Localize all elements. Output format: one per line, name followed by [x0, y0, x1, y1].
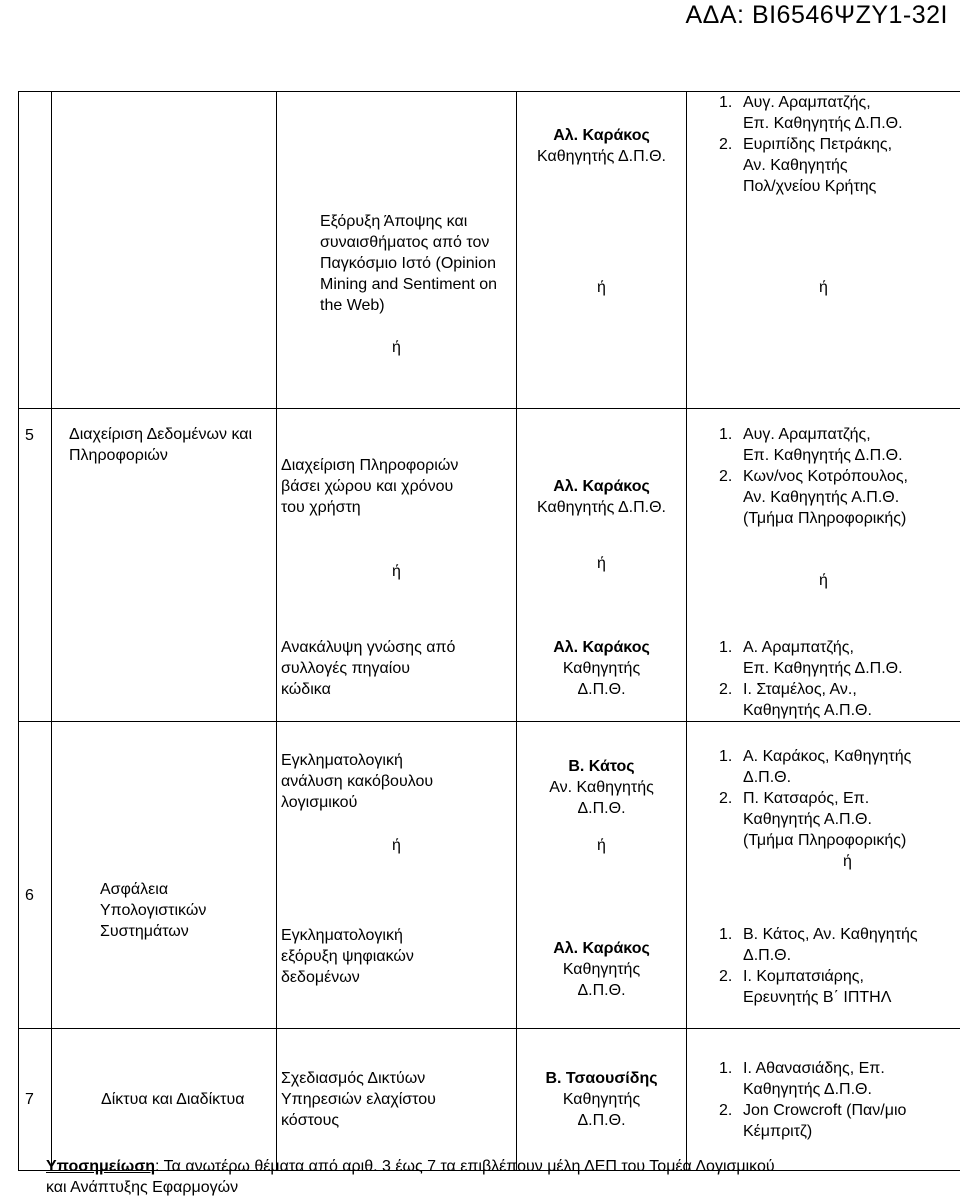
- committee-list: [719, 924, 918, 1008]
- supervisor-title: Καθηγητής Δ.Π.Θ.: [562, 961, 641, 999]
- supervisor-title: Καθηγητής Δ.Π.Θ.: [537, 148, 666, 165]
- list-item: 1. Α. Καράκος, Καθηγητής Δ.Π.Θ.: [719, 748, 912, 786]
- supervisor-name: Αλ. Καράκος: [553, 940, 650, 957]
- supervisor-name: Β. Κάτος: [568, 758, 635, 775]
- list-item: 1. Αυγ. Αραμπατζής, Επ. Καθηγητής Δ.Π.Θ.: [719, 94, 903, 132]
- alt-marker: ή: [843, 853, 852, 870]
- committee-list: [719, 424, 908, 529]
- table-row: [19, 409, 960, 722]
- alt-marker: ή: [597, 555, 606, 572]
- list-item: 2. Jon Crowcroft (Παν/μιο Κέμπριτζ): [719, 1101, 907, 1140]
- table-row: [19, 722, 960, 1029]
- row-number: 7: [25, 1091, 34, 1108]
- committee-list: [719, 637, 903, 721]
- row-number: 6: [25, 887, 34, 904]
- table-row: [19, 92, 960, 409]
- area-title: Ασφάλεια Υπολογιστικών Συστημάτων: [100, 881, 207, 940]
- topic-text: Διαχείριση Πληροφοριών βάσει χώρου και χρόνου του χρήστη: [281, 457, 459, 516]
- alt-marker: ή: [392, 837, 401, 854]
- topic-text: Εξόρυξη Άποψης και συναισθήματος από τον Παγκόσμιο Ιστό (Opinion Mining and Sentiment on the Web): [320, 213, 497, 314]
- supervisor-name: Αλ. Καράκος: [553, 478, 650, 495]
- topic-text: Εγκληματολογική ανάλυση κακόβουλου λογισμικού: [281, 752, 434, 811]
- list-item: 2. Π. Κατσαρός, Επ. Καθηγητής Α.Π.Θ. (Τμήμα Πληροφορικής): [719, 790, 907, 849]
- list-item: 2. Ευριπίδης Πετράκης, Αν. Καθηγητής Πολ/χνείου Κρήτης: [719, 136, 893, 195]
- footnote-label: Υποσημείωση: [46, 1158, 156, 1175]
- supervisor-name: Αλ. Καράκος: [553, 639, 650, 656]
- supervisor-title: Καθηγητής Δ.Π.Θ.: [537, 499, 666, 516]
- alt-marker: ή: [392, 563, 401, 580]
- list-item: 2. Ι. Σταμέλος, Αν., Καθηγητής Α.Π.Θ.: [719, 681, 872, 719]
- list-item: 2. Ι. Κομπατσιάρης, Ερευνητής Β΄ ΙΠΤΗΛ: [719, 968, 892, 1006]
- list-item: 1. Β. Κάτος, Αν. Καθηγητής Δ.Π.Θ.: [719, 926, 918, 964]
- supervisor-name: Αλ. Καράκος: [553, 127, 650, 144]
- supervisor-title: Καθηγητής Δ.Π.Θ.: [562, 660, 641, 698]
- list-item: 2. Κων/νος Κοτρόπουλος, Αν. Καθηγητής Α.Π.Θ. (Τμήμα Πληροφορικής): [719, 468, 908, 527]
- supervisor-title: Αν. Καθηγητής Δ.Π.Θ.: [549, 779, 654, 817]
- table-row: [19, 1029, 960, 1171]
- topic-text: Σχεδιασμός Δικτύων Υπηρεσιών ελαχίστου κόστους: [281, 1070, 436, 1129]
- supervisor-title: Καθηγητής Δ.Π.Θ.: [562, 1091, 641, 1129]
- committee-list: [687, 1058, 960, 1142]
- footnote-sep: :: [155, 1158, 160, 1175]
- thesis-topics-table: [18, 91, 960, 1171]
- list-item: 1. Ι. Αθανασιάδης, Επ. Καθηγητής Δ.Π.Θ.: [719, 1059, 885, 1098]
- document-code: ΑΔΑ: ΒΙ6546ΨΖΥ1-32Ι: [685, 1, 948, 29]
- list-item: 1. Α. Αραμπατζής, Επ. Καθηγητής Δ.Π.Θ.: [719, 639, 903, 677]
- footnote: [46, 1156, 926, 1198]
- alt-marker: ή: [392, 339, 401, 356]
- alt-marker: ή: [597, 837, 606, 854]
- alt-marker: ή: [819, 572, 828, 589]
- topic-text: Ανακάλυψη γνώσης από συλλογές πηγαίου κώδικα: [281, 639, 456, 698]
- topic-text: Εγκληματολογική εξόρυξη ψηφιακών δεδομένων: [281, 927, 414, 986]
- committee-list: [719, 746, 911, 851]
- footnote-text: Τα ανωτέρω θέματα από αριθ. 3 έως 7 τα επιβλέπουν μέλη ΔΕΠ του Τομέα Λογισμικού και Ανάπτυξης Εφαρμογών: [46, 1158, 775, 1196]
- list-item: 1. Αυγ. Αραμπατζής, Επ. Καθηγητής Δ.Π.Θ.: [719, 426, 903, 464]
- area-title: Διαχείριση Δεδομένων και Πληροφοριών: [69, 426, 253, 464]
- area-title: Δίκτυα και Διαδίκτυα: [101, 1091, 245, 1108]
- alt-marker: ή: [819, 279, 828, 296]
- alt-marker: ή: [597, 279, 606, 296]
- committee-list: [719, 92, 903, 197]
- supervisor-name: Β. Τσαουσίδης: [545, 1070, 658, 1087]
- row-number: 5: [25, 427, 34, 444]
